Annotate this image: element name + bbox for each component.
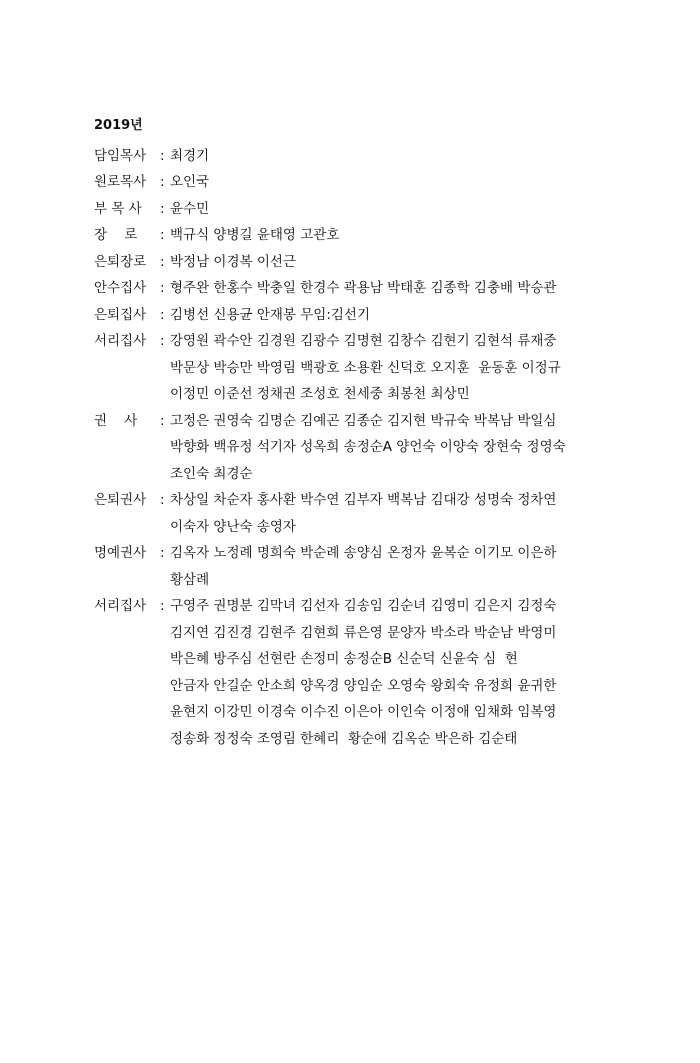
name-line: 백규식 양병길 윤태영 고관호 — [170, 227, 340, 243]
label-colon: : — [160, 227, 165, 243]
role-label: 장 로 — [94, 227, 138, 243]
name-line: 윤현지 이강민 이경숙 이수진 이은아 이인숙 이정애 임채화 임복영 — [170, 704, 557, 720]
name-list — [170, 593, 674, 752]
roster-document — [94, 116, 674, 752]
role-label: 은퇴권사 — [94, 492, 147, 508]
name-list — [170, 408, 674, 488]
name-line: 최경기 — [170, 147, 210, 164]
roster-section — [94, 143, 674, 170]
label-colon: : — [160, 253, 165, 270]
role-label: 안수집사 — [94, 280, 147, 296]
name-line: 고정은 권영숙 김명순 김예곤 김종순 김지현 박규숙 박복남 박일심 — [170, 412, 557, 429]
label-colon: : — [160, 280, 165, 296]
role-label: 권 사 — [94, 412, 138, 429]
name-list — [170, 328, 674, 408]
label-colon: : — [160, 545, 165, 561]
roster-section — [94, 169, 674, 196]
name-line: 김병선 신용균 안재봉 무임:김선기 — [170, 306, 370, 323]
name-line: 안금자 안길순 안소희 양옥경 양임순 오영숙 왕회숙 유정희 윤귀한 — [170, 677, 557, 694]
name-line: 정송화 정정숙 조영림 한혜리 황순애 김옥순 박은하 김순태 — [170, 730, 518, 747]
name-line: 박은혜 방주심 선현란 손정미 송정순B 신순덕 신윤숙 심 현 — [170, 651, 518, 667]
name-list — [170, 169, 674, 196]
name-line: 박문상 박승만 박영림 백광호 소용환 신덕호 오지훈 윤동훈 이정규 — [170, 359, 561, 376]
name-line: 김옥자 노정례 명희숙 박순례 송양심 온정자 윤복순 이기모 이은하 — [170, 545, 557, 561]
name-line: 오인국 — [170, 174, 210, 190]
name-line: 조인숙 최경순 — [170, 465, 253, 482]
role-label: 원로목사 — [94, 174, 147, 190]
name-line: 박향화 백유정 석기자 성옥희 송정순A 양언숙 이양숙 장현숙 정영숙 — [170, 439, 566, 455]
name-line: 강영원 곽수안 김경원 김광수 김명현 김창수 김현기 김현석 류재중 — [170, 333, 557, 349]
roster-section — [94, 593, 674, 752]
label-colon: : — [160, 492, 165, 508]
roster-sections — [94, 143, 674, 753]
name-list — [170, 302, 674, 329]
label-colon: : — [160, 412, 165, 429]
name-line: 형주완 한홍수 박충일 한경수 곽용남 박태훈 김종학 김충배 박승관 — [170, 280, 557, 296]
name-line: 황삼례 — [170, 571, 210, 588]
roster-section — [94, 328, 674, 408]
role-label: 서리집사 — [94, 598, 147, 614]
label-colon: : — [160, 598, 165, 614]
name-line: 김지연 김진경 김현주 김현희 류은영 문양자 박소라 박순남 박영미 — [170, 624, 557, 641]
name-list — [170, 487, 674, 540]
name-list — [170, 275, 674, 302]
roster-section — [94, 249, 674, 276]
role-label: 담임목사 — [94, 147, 147, 164]
name-line: 이숙자 양난숙 송영자 — [170, 518, 296, 535]
name-list — [170, 222, 674, 249]
name-list — [170, 249, 674, 276]
label-colon: : — [160, 333, 165, 349]
roster-section — [94, 302, 674, 329]
label-colon: : — [160, 306, 165, 323]
roster-section — [94, 275, 674, 302]
label-colon: : — [160, 147, 165, 164]
roster-section — [94, 540, 674, 593]
role-label: 은퇴장로 — [94, 253, 147, 270]
roster-section — [94, 222, 674, 249]
name-line: 박정남 이경복 이선근 — [170, 253, 296, 270]
name-line: 윤수민 — [170, 200, 210, 217]
name-list — [170, 143, 674, 170]
role-label: 서리집사 — [94, 333, 147, 349]
name-list — [170, 540, 674, 593]
name-line: 이정민 이준선 정채권 조성호 천세중 최봉천 최상민 — [170, 386, 470, 402]
roster-section — [94, 196, 674, 223]
roster-section — [94, 408, 674, 488]
name-line: 차상일 차순자 홍사환 박수연 김부자 백복남 김대강 성명숙 정차연 — [170, 492, 557, 508]
role-label: 은퇴집사 — [94, 306, 147, 323]
role-label: 부 목 사 — [94, 200, 142, 217]
roster-section — [94, 487, 674, 540]
label-colon: : — [160, 200, 165, 217]
name-list — [170, 196, 674, 223]
role-label: 명예권사 — [94, 545, 147, 561]
label-colon: : — [160, 174, 165, 190]
year-heading: 2019년 — [94, 118, 143, 133]
name-line: 구영주 권명분 김막녀 김선자 김송임 김순녀 김영미 김은지 김정숙 — [170, 598, 557, 614]
